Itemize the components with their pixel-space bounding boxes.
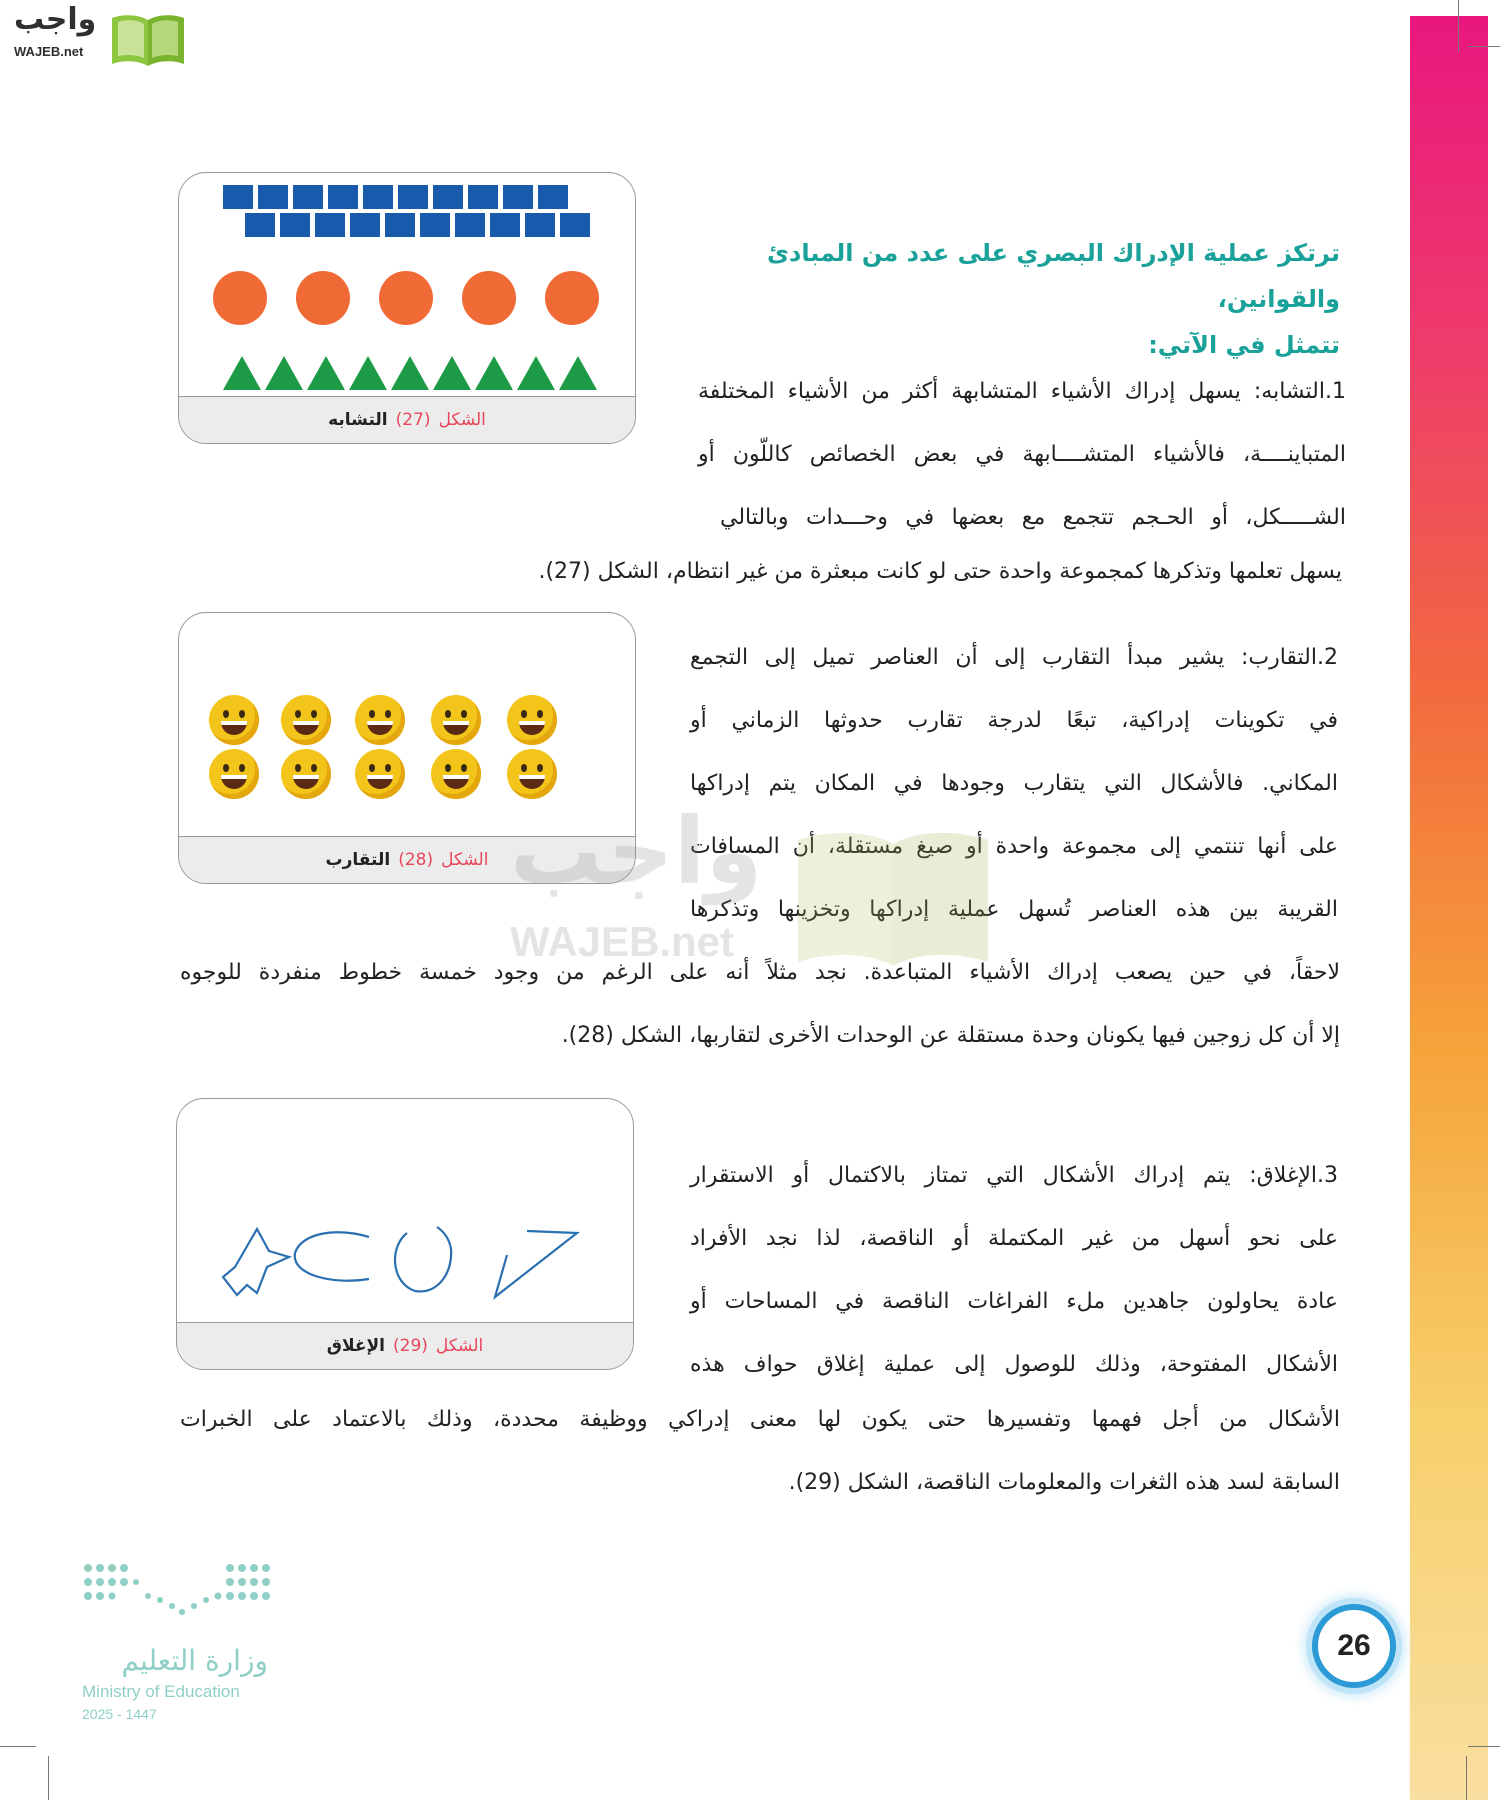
caption-label: الشكل [435,1336,484,1356]
square-shape [398,185,428,209]
square-shape [503,185,533,209]
figure-caption [177,1322,633,1369]
circle-shape [379,271,433,325]
smiley-face-icon [507,749,557,799]
square-shape [315,213,345,237]
square-shape [490,213,520,237]
paragraph-line: الأشكال المفتوحة، وذلك للوصول إلى عملية إغلاق حواف هذه [690,1352,1338,1377]
caption-title: التقارب [325,850,391,870]
triangle-shape [307,356,345,390]
heading-line-1: ترتكز عملية الإدراك البصري على عدد من المبادئ والقوانين، [767,239,1340,313]
figure-27-similarity [178,172,636,444]
smiley-face-icon [209,749,259,799]
section-closure-text-wide [180,1388,1340,1514]
ministry-name-ar: وزارة التعليم [121,1644,268,1677]
square-shape [433,185,463,209]
paragraph-line: عادة يحاولون جاهدين ملء الفراغات الناقصة في المساحات أو [690,1289,1338,1314]
wajeb-logo [10,2,190,66]
section-proximity-text-wide [180,941,1340,1067]
caption-number: (29) [392,1336,428,1356]
caption-title: الإغلاق [326,1336,385,1356]
crop-mark [48,1756,49,1800]
paragraph-line: السابقة لسد هذه الثغرات والمعلومات الناقصة، الشكل (29). [788,1470,1340,1495]
smiley-face-icon [431,749,481,799]
figure-28-proximity [178,612,636,884]
ministry-dots-icon [82,1560,272,1626]
square-shape [455,213,485,237]
section-similarity-text [698,360,1346,549]
triangle-shape [475,356,513,390]
book-icon [108,8,188,68]
square-shape [363,185,393,209]
watermark-text-latin: WAJEB.net [510,918,735,965]
paragraph-line: في تكوينات إدراكية، تبعًا لدرجة تقارب حدوثها الزماني أو [690,708,1338,733]
paragraph-line: لاحقاً، في حين يصعب إدراك الأشياء المتباعدة. نجد مثلاً أنه على الرغم من وجود خمسة خطوط منفردة للوجوه [180,960,1340,985]
square-shape [350,213,380,237]
square-shape [525,213,555,237]
square-shape [328,185,358,209]
square-shape [385,213,415,237]
square-shape [420,213,450,237]
squares-row-1 [223,185,603,209]
square-shape [258,185,288,209]
caption-label: الشكل [441,850,489,870]
triangle-shape [349,356,387,390]
ministry-name-en: Ministry of Education [82,1682,240,1701]
paragraph-line: على أنها تنتمي إلى مجموعة واحدة أو صيغ مستقلة، أن المسافات [690,834,1338,859]
crop-mark [1466,1756,1467,1800]
paragraph-line: المتباينــــة، فالأشياء المتشــــابهة في بعض الخصائص كاللّون أو [698,442,1346,467]
square-shape [245,213,275,237]
figure-29-closure [176,1098,634,1370]
smiley-face-icon [431,695,481,745]
circle-shape [462,271,516,325]
caption-number: (28) [398,850,434,870]
smiley-face-icon [281,749,331,799]
paragraph-line: المكاني. فالأشكال التي يتقارب وجودها في المكان يتم إدراكها [690,771,1338,796]
triangle-shape [223,356,261,390]
ministry-year: 2025 - 1447 [82,1706,157,1722]
square-shape [468,185,498,209]
crop-mark [1458,0,1459,52]
triangle-shape [559,356,597,390]
paragraph-line: إلا أن كل زوجين فيها يكونان وحدة مستقلة عن الوحدات الأخرى لتقاربها، الشكل (28). [561,1023,1340,1048]
open-shapes-drawing [217,1209,597,1319]
smiley-face-icon [281,695,331,745]
paragraph-line: الأشكال من أجل فهمها وتفسيرها حتى يكون لها معنى إدراكي ووظيفة محددة، وذلك بالاعتماد على الخبرات [180,1407,1340,1432]
square-shape [560,213,590,237]
paragraph-line: القريبة بين هذه العناصر تُسهل عملية إدراكها وتخزينها وتذكرها [690,897,1338,922]
section-proximity-text [690,626,1338,941]
paragraph-line: الشـــــكل، أو الحـجم تتجمع مع بعضها في وحـــدات وبالتالي [720,505,1346,530]
paragraph-line: 2.التقارب: يشير مبدأ التقارب إلى أن العناصر تميل إلى التجمع [690,645,1338,670]
caption-title: التشابه [328,410,388,430]
section-closure-text [690,1144,1338,1396]
square-shape [293,185,323,209]
circle-shape [213,271,267,325]
logo-text-latin: WAJEB.net [14,44,84,59]
circle-shape [545,271,599,325]
caption-number: (27) [395,410,431,430]
paragraph-line-wide: يسهل تعلمها وتذكرها كمجموعة واحدة حتى لو كانت مبعثرة من غير انتظام، الشكل (27). [538,559,1342,584]
heading-line-2: تتمثل في الآتي: [1148,331,1340,359]
crop-mark [1468,46,1500,47]
triangle-shape [265,356,303,390]
square-shape [280,213,310,237]
triangle-shape [517,356,555,390]
caption-label: الشكل [438,410,486,430]
crop-mark [0,1746,36,1747]
squares-row-2 [245,213,625,237]
smiley-face-icon [355,695,405,745]
decorative-side-strip [1410,16,1488,1800]
paragraph-line: على نحو أسهل من غير المكتملة أو الناقصة، لذا نجد الأفراد [690,1226,1338,1251]
ministry-logo [82,1560,282,1730]
square-shape [223,185,253,209]
circle-shape [296,271,350,325]
page-number-badge: 26 [1312,1604,1396,1688]
page-heading [640,230,1340,368]
logo-text-ar: واجب [14,2,97,37]
crop-mark [1468,1746,1500,1747]
triangle-shape [391,356,429,390]
paragraph-line: 3.الإغلاق: يتم إدراك الأشكال التي تمتاز بالاكتمال أو الاستقرار [690,1163,1338,1188]
watermark-text-ar: واجب [510,798,763,905]
triangle-shape [433,356,471,390]
square-shape [538,185,568,209]
figure-caption [179,836,635,883]
smiley-face-icon [355,749,405,799]
smiley-face-icon [507,695,557,745]
figure-caption [179,396,635,443]
paragraph-line: 1.التشابه: يسهل إدراك الأشياء المتشابهة أكثر من الأشياء المختلفة [698,379,1346,404]
smiley-face-icon [209,695,259,745]
